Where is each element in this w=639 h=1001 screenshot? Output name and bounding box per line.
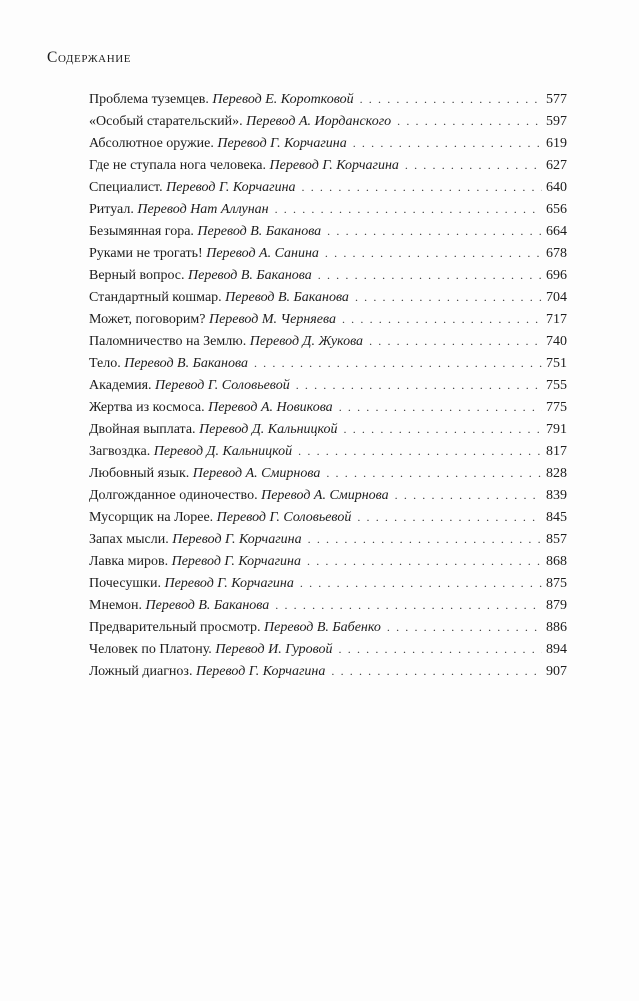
- toc-entry: [89, 554, 567, 576]
- dot-leader: [308, 532, 542, 547]
- toc-entry-page-number: 828: [546, 466, 567, 481]
- toc-entry-page-number: 704: [546, 290, 567, 305]
- toc-entry: [89, 378, 567, 400]
- toc-entry-page-number: 656: [546, 202, 567, 217]
- toc-entry-title: Ложный диагноз.: [89, 664, 193, 679]
- dot-leader: [331, 664, 542, 679]
- toc-entry: [89, 444, 567, 466]
- toc-entry: [89, 268, 567, 290]
- toc-entry-translator: Перевод Д. Жукова: [249, 334, 364, 349]
- dot-leader: [326, 466, 542, 481]
- dot-leader: [387, 620, 542, 635]
- dot-leader: [395, 488, 542, 503]
- page-title: Содержание: [47, 49, 132, 66]
- dot-leader: [325, 246, 542, 261]
- toc-entry-translator: Перевод Д. Кальницкой: [153, 444, 293, 459]
- toc-entry-title: Стандартный кошмар.: [89, 290, 222, 305]
- toc-entry-translator: Перевод Нат Аллунан: [137, 202, 269, 217]
- toc-entry-translator: Перевод А. Санина: [206, 246, 319, 261]
- toc-entry-page-number: 894: [546, 642, 567, 657]
- toc-entry: [89, 114, 567, 136]
- toc-entry-title: Жертва из космоса.: [89, 400, 205, 415]
- toc-entry-title: Почесушки.: [89, 576, 161, 591]
- toc-entry-translator: Перевод В. Баканова: [225, 290, 349, 305]
- toc-entry-page-number: 640: [546, 180, 567, 195]
- toc-entry-translator: Перевод Г. Корчагина: [172, 532, 302, 547]
- dot-leader: [327, 224, 542, 239]
- toc-entry: [89, 510, 567, 532]
- dot-leader: [369, 334, 542, 349]
- dot-leader: [296, 378, 542, 393]
- dot-leader: [275, 598, 542, 613]
- toc-entry-translator: Перевод Г. Соловьевой: [155, 378, 290, 393]
- dot-leader: [307, 554, 542, 569]
- toc-entry: [89, 422, 567, 444]
- toc-entry: [89, 400, 567, 422]
- dot-leader: [353, 136, 542, 151]
- dot-leader: [405, 158, 542, 173]
- toc-entry-page-number: 717: [546, 312, 567, 327]
- toc-entry-title: Академия.: [89, 378, 152, 393]
- toc-entry-title: Паломничество на Землю.: [89, 334, 247, 349]
- toc-entry-page-number: 627: [546, 158, 567, 173]
- toc-entry-page-number: 678: [546, 246, 567, 261]
- toc-entry-page-number: 875: [546, 576, 567, 591]
- toc-entry-page-number: 740: [546, 334, 567, 349]
- toc-entry-translator: Перевод В. Баканова: [197, 224, 322, 239]
- dot-leader: [360, 92, 542, 107]
- toc-entry-translator: Перевод Г. Корчагина: [195, 664, 326, 679]
- toc-entry: [89, 290, 567, 312]
- toc-entry-translator: Перевод А. Новикова: [208, 400, 333, 415]
- toc-entry-translator: Перевод Г. Корчагина: [171, 554, 301, 569]
- dot-leader: [254, 356, 542, 371]
- dot-leader: [339, 400, 542, 415]
- dot-leader: [275, 202, 542, 217]
- toc-entry-translator: Перевод Г. Корчагина: [217, 136, 347, 151]
- toc-entry: [89, 466, 567, 488]
- toc-entry-translator: Перевод И. Гуровой: [215, 642, 333, 657]
- toc-entry-page-number: 839: [546, 488, 567, 503]
- toc-entry-title: Загвоздка.: [89, 444, 151, 459]
- toc-entry: [89, 312, 567, 334]
- toc-entry-page-number: 791: [546, 422, 567, 437]
- toc-entry-title: Двойная выплата.: [89, 422, 196, 437]
- toc-entry-translator: Перевод А. Смирнова: [261, 488, 389, 503]
- toc-entry-page-number: 619: [546, 136, 567, 151]
- toc-entry: [89, 642, 567, 664]
- dot-leader: [302, 180, 542, 195]
- toc-entry: [89, 356, 567, 378]
- toc-entry-translator: Перевод А. Смирнова: [192, 466, 321, 481]
- toc-entry: [89, 136, 567, 158]
- toc-entry-page-number: 868: [546, 554, 567, 569]
- toc-entry-translator: Перевод Е. Коротковой: [212, 92, 354, 107]
- toc-entry-page-number: 755: [546, 378, 567, 393]
- dot-leader: [318, 268, 542, 283]
- toc-entry-title: Мусорщик на Лорее.: [89, 510, 214, 525]
- toc-entry-translator: Перевод Г. Соловьевой: [216, 510, 352, 525]
- toc-entry-page-number: 696: [546, 268, 567, 283]
- toc-entry: [89, 180, 567, 202]
- toc-entry: [89, 334, 567, 356]
- table-of-contents: [89, 92, 567, 686]
- toc-entry-translator: Перевод Г. Корчагина: [269, 158, 399, 173]
- dot-leader: [357, 510, 542, 525]
- toc-entry-title: Абсолютное оружие.: [89, 136, 214, 151]
- toc-entry-page-number: 857: [546, 532, 567, 547]
- toc-entry-page-number: 817: [546, 444, 567, 459]
- toc-entry-translator: Перевод В. Баканова: [145, 598, 270, 613]
- toc-entry: [89, 620, 567, 642]
- toc-entry-page-number: 664: [546, 224, 567, 239]
- toc-entry-page-number: 845: [546, 510, 567, 525]
- toc-entry-translator: Перевод В. Баканова: [188, 268, 312, 283]
- toc-entry: [89, 158, 567, 180]
- dot-leader: [355, 290, 542, 305]
- toc-entry-title: «Особый старательский».: [89, 114, 243, 129]
- toc-entry-title: Любовный язык.: [89, 466, 190, 481]
- toc-entry-page-number: 751: [546, 356, 567, 371]
- toc-entry-title: Проблема туземцев.: [89, 92, 209, 107]
- toc-entry-translator: Перевод Г. Корчагина: [166, 180, 296, 195]
- toc-entry-title: Верный вопрос.: [89, 268, 185, 283]
- toc-entry-title: Предварительный просмотр.: [89, 620, 261, 635]
- toc-entry-page-number: 907: [546, 664, 567, 679]
- toc-entry-title: Ритуал.: [89, 202, 134, 217]
- toc-entry-translator: Перевод В. Баканова: [124, 356, 248, 371]
- toc-entry-page-number: 775: [546, 400, 567, 415]
- dot-leader: [344, 422, 542, 437]
- toc-entry: [89, 598, 567, 620]
- dot-leader: [397, 114, 542, 129]
- toc-entry: [89, 664, 567, 686]
- toc-entry-page-number: 597: [546, 114, 567, 129]
- dot-leader: [298, 444, 542, 459]
- toc-entry-page-number: 577: [546, 92, 567, 107]
- toc-entry-title: Специалист.: [89, 180, 163, 195]
- toc-entry: [89, 488, 567, 510]
- dot-leader: [300, 576, 542, 591]
- dot-leader: [342, 312, 542, 327]
- toc-entry-page-number: 879: [546, 598, 567, 613]
- toc-entry-title: Долгожданное одиночество.: [89, 488, 258, 503]
- toc-entry-title: Запах мысли.: [89, 532, 169, 547]
- toc-entry-title: Тело.: [89, 356, 121, 371]
- toc-entry: [89, 246, 567, 268]
- toc-entry: [89, 202, 567, 224]
- toc-entry-title: Где не ступала нога человека.: [89, 158, 266, 173]
- toc-entry-translator: Перевод Д. Кальницкой: [199, 422, 338, 437]
- dot-leader: [339, 642, 542, 657]
- toc-entry: [89, 532, 567, 554]
- toc-entry-translator: Перевод М. Черняева: [208, 312, 336, 327]
- toc-entry: [89, 576, 567, 598]
- toc-entry-title: Мнемон.: [89, 598, 143, 613]
- toc-entry-page-number: 886: [546, 620, 567, 635]
- toc-entry-title: Человек по Платону.: [89, 642, 212, 657]
- toc-entry: [89, 92, 567, 114]
- toc-entry-title: Руками не трогать!: [89, 246, 203, 261]
- toc-entry-title: Может, поговорим?: [89, 312, 206, 327]
- toc-entry-translator: Перевод В. Бабенко: [264, 620, 381, 635]
- toc-entry-translator: Перевод А. Иорданского: [246, 114, 392, 129]
- toc-entry: [89, 224, 567, 246]
- toc-entry-title: Лавка миров.: [89, 554, 169, 569]
- toc-entry-title: Безымянная гора.: [89, 224, 194, 239]
- toc-entry-translator: Перевод Г. Корчагина: [164, 576, 294, 591]
